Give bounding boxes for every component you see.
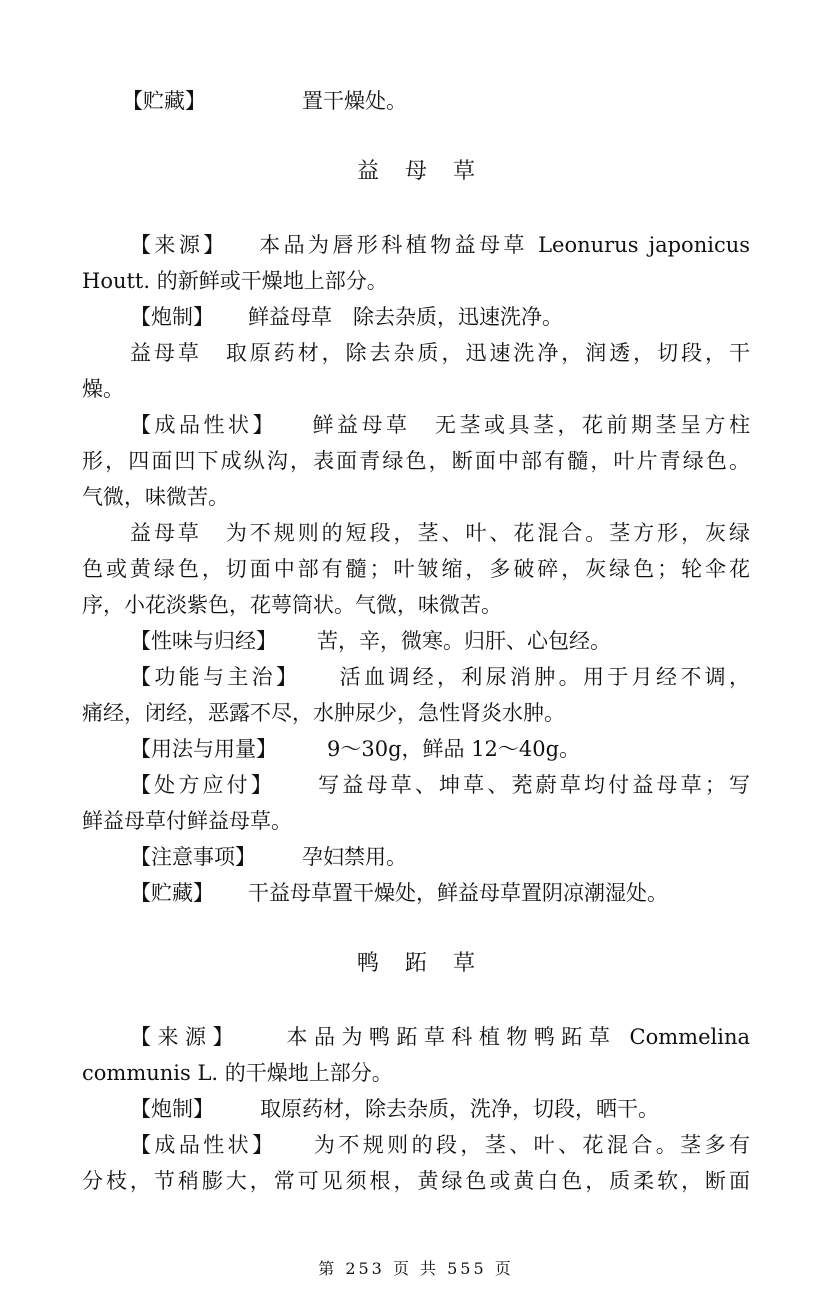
page-number-footer: 第 253 页 共 555 页 (318, 1259, 514, 1278)
paragraph-text: 鲜益母草 无茎或具茎，花前期茎呈方柱 (309, 413, 750, 437)
appearance-line (130, 408, 750, 442)
section-heading: 【成品性状】 (130, 413, 277, 437)
paragraph-text: 本品为唇形科植物益母草 Leonurus japonicus (255, 233, 750, 257)
section-heading: 【炮制】 (130, 305, 214, 329)
section-heading: 【性味与归经】 (130, 629, 277, 653)
paragraph-text: 本品为鸭跖草科植物鸭跖草 Commelina (279, 1025, 750, 1049)
source-line (130, 228, 750, 262)
section-heading: 【炮制】 (130, 1097, 214, 1121)
section-heading: 【用法与用量】 (130, 737, 277, 761)
paragraph-line: 分枝，节稍膨大，常可见须根，黄绿色或黄白色，质柔软，断面 (82, 1169, 750, 1193)
paragraph-line: communis L. 的干燥地上部分。 (82, 1061, 393, 1085)
taste-meridian-line (130, 624, 750, 658)
paragraph-line: 色或黄绿色，切面中部有髓；叶皱缩，多破碎，灰绿色；轮伞花 (82, 557, 750, 581)
paragraph-text: 活血调经，利尿消肿。用于月经不调， (336, 665, 750, 689)
storage-line (122, 84, 790, 118)
processing-line (130, 300, 750, 334)
paragraph-line: 气微，味微苦。 (82, 485, 229, 509)
section-heading: 【成品性状】 (130, 1133, 277, 1157)
source-line (130, 1020, 750, 1054)
section-heading: 【来源】 (130, 1025, 240, 1049)
paragraph-text: 9～30g，鲜品 12～40g。 (327, 737, 581, 761)
paragraph-line: 形，四面凹下成纵沟，表面青绿色，断面中部有髓，叶片青绿色。 (82, 449, 750, 473)
paragraph-line: Houtt. 的新鲜或干燥地上部分。 (82, 269, 388, 293)
section-heading: 【来源】 (130, 233, 228, 257)
paragraph-line: 益母草 取原药材，除去杂质，迅速洗净，润透，切段，干 (130, 341, 750, 365)
paragraph-text: 苦，辛，微寒。归肝、心包经。 (317, 629, 611, 653)
paragraph-text: 干益母草置干燥处，鲜益母草置阴凉潮湿处。 (248, 881, 668, 905)
appearance-line (130, 1128, 750, 1162)
storage-line (130, 876, 750, 910)
paragraph-line: 鲜益母草付鲜益母草。 (82, 809, 292, 833)
paragraph-line: 序，小花淡紫色，花萼筒状。气微，味微苦。 (82, 593, 502, 617)
paragraph-text: 为不规则的段，茎、叶、花混合。茎多有 (310, 1133, 750, 1157)
section-heading: 【处方应付】 (130, 773, 275, 797)
section-heading: 【贮藏】 (122, 89, 206, 113)
paragraph-text: 鲜益母草 除去杂质，迅速洗净。 (248, 305, 563, 329)
prescription-line (130, 768, 750, 802)
section-heading: 【功能与主治】 (130, 665, 301, 689)
precautions-line (130, 840, 750, 874)
function-line (130, 660, 750, 694)
paragraph-line: 痛经，闭经，恶露不尽，水肿尿少，急性肾炎水肿。 (82, 701, 565, 725)
herb-title-yimucao: 益母草 (356, 159, 501, 184)
section-heading: 【注意事项】 (130, 845, 256, 869)
dosage-line (130, 732, 750, 766)
paragraph-line: 燥。 (82, 377, 124, 401)
paragraph-text: 写益母草、坤草、茺蔚草均付益母草；写 (315, 773, 750, 797)
herb-title-yazhicao: 鸭跖草 (356, 951, 501, 976)
processing-line (130, 1092, 750, 1126)
paragraph-text: 置干燥处。 (302, 89, 407, 113)
paragraph-text: 孕妇禁用。 (302, 845, 407, 869)
paragraph-text: 取原药材，除去杂质，洗净，切段，晒干。 (260, 1097, 659, 1121)
paragraph-line: 益母草 为不规则的短段，茎、叶、花混合。茎方形，灰绿 (130, 521, 750, 545)
section-heading: 【贮藏】 (130, 881, 214, 905)
